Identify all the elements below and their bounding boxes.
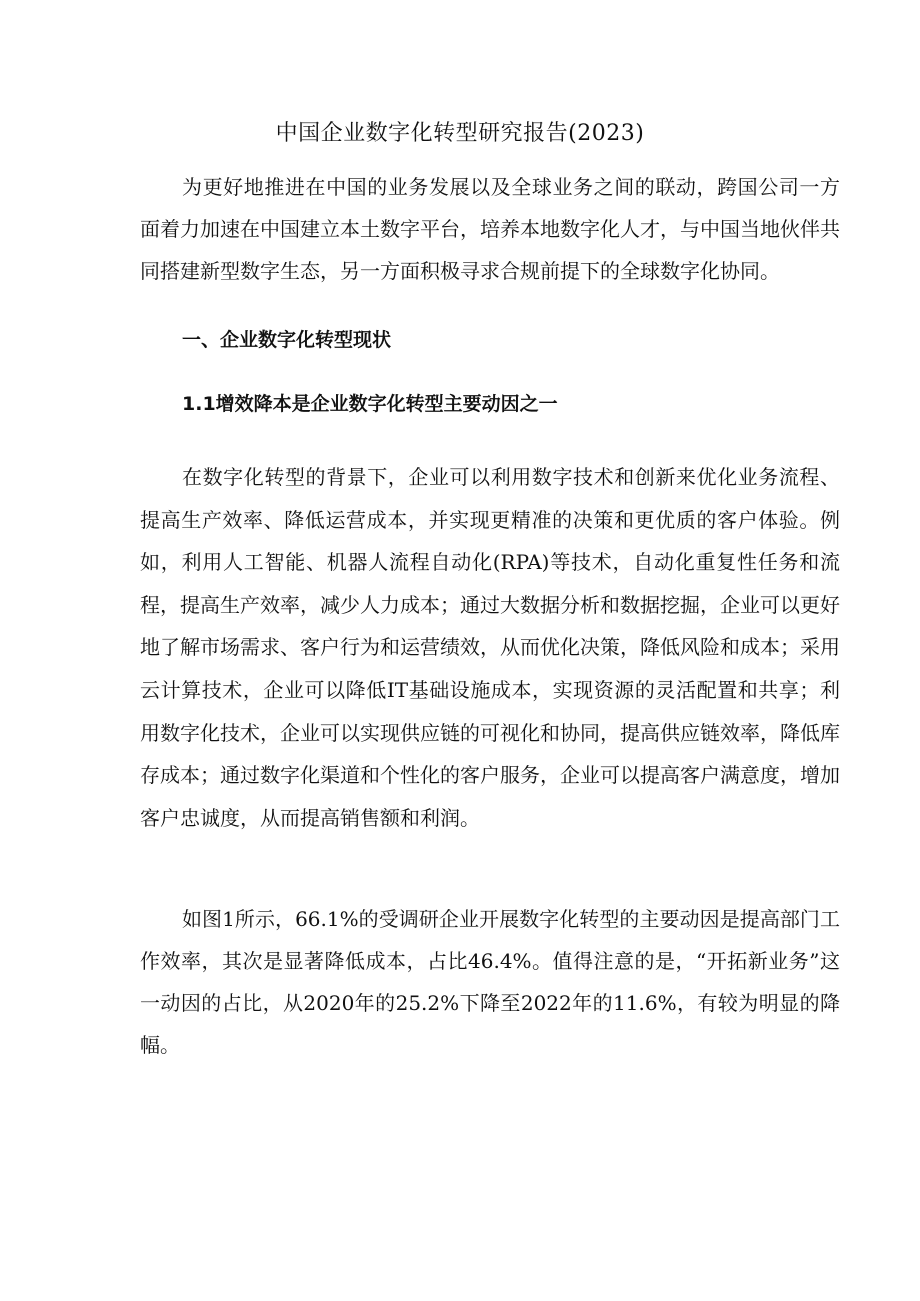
body-paragraph: 在数字化转型的背景下，企业可以利用数字技术和创新来优化业务流程、提高生产效率、降低运营成本，并实现更精准的决策和更优质的客户体验。例如，利用人工智能、机器人流程自动化(RPA)等技术，自动化重复性任务和流程，提高生产效率，减少人力成本；通过大数据分析和数据挖掘，企业可以更好地了解市场需求、客户行为和运营绩效，从而优化决策，降低风险和成本；采用云计算技术，企业可以降低IT基础设施成本，实现资源的灵活配置和共享；利用数字化技术，企业可以实现供应链的可视化和协同，提高供应链效率，降低库存成本；通过数字化渠道和个性化的客户服务，企业可以提高客户满意度，增加客户忠诚度，从而提高销售额和利润。 xyxy=(140,465,840,830)
figure-reference-paragraph: 如图1所示，66.1%的受调研企业开展数字化转型的主要动因是提高部门工作效率，其次是显著降低成本，占比46.4%。值得注意的是，“开拓新业务”这一动因的占比，从2020年的25.2%下降至2022年的11.6%，有较为明显的降幅。 xyxy=(140,907,840,1057)
document-title: 中国企业数字化转型研究报告(2023) xyxy=(275,121,645,146)
intro-paragraph: 为更好地推进在中国的业务发展以及全球业务之间的联动，跨国公司一方面着力加速在中国建立本土数字平台，培养本地数字化人才，与中国当地伙伴共同搭建新型数字生态，另一方面积极寻求合规前提下的全球数字化协同。 xyxy=(140,175,840,283)
subsection-heading: 1.1增效降本是企业数字化转型主要动因之一 xyxy=(182,393,558,415)
section-heading: 一、企业数字化转型现状 xyxy=(182,329,392,351)
